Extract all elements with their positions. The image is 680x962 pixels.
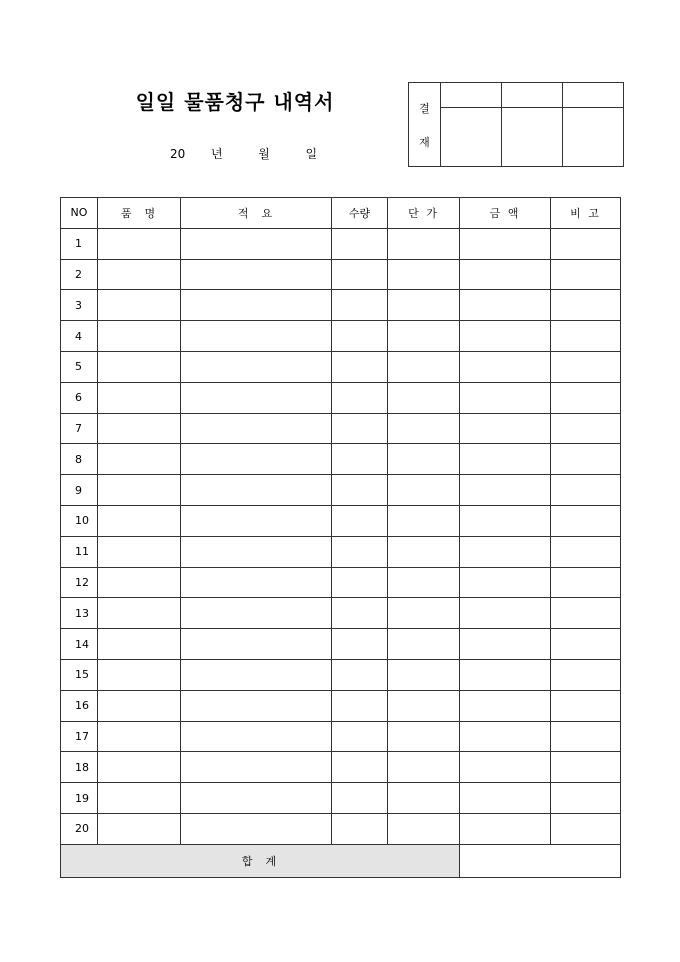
row-number: 2 [61, 259, 98, 290]
total-row [61, 844, 621, 877]
remarks-cell[interactable] [551, 290, 621, 321]
quantity-cell[interactable] [332, 290, 388, 321]
item-name-cell[interactable] [98, 659, 181, 690]
quantity-cell[interactable] [332, 659, 388, 690]
item-name-cell[interactable] [98, 752, 181, 783]
quantity-cell[interactable] [332, 567, 388, 598]
table-row [61, 413, 621, 444]
row-number: 11 [61, 536, 98, 567]
quantity-cell[interactable] [332, 413, 388, 444]
row-number: 1 [61, 228, 98, 259]
approval-title-cell-1[interactable] [441, 83, 502, 108]
amount-cell[interactable] [460, 259, 551, 290]
remarks-cell[interactable] [551, 813, 621, 844]
unit-price-cell[interactable] [388, 351, 460, 382]
row-number: 8 [61, 444, 98, 475]
month-unit: 월 [258, 147, 270, 161]
row-number: 10 [61, 505, 98, 536]
description-cell[interactable] [181, 690, 332, 721]
item-name-cell[interactable] [98, 598, 181, 629]
description-cell[interactable] [181, 475, 332, 506]
row-number: 19 [61, 783, 98, 814]
amount-cell[interactable] [460, 783, 551, 814]
amount-cell[interactable] [460, 721, 551, 752]
remarks-cell[interactable] [551, 598, 621, 629]
quantity-cell[interactable] [332, 813, 388, 844]
amount-cell[interactable] [460, 475, 551, 506]
total-amount-cell[interactable] [460, 844, 621, 877]
amount-cell[interactable] [460, 351, 551, 382]
description-cell[interactable] [181, 813, 332, 844]
unit-price-cell[interactable] [388, 444, 460, 475]
amount-cell[interactable] [460, 321, 551, 352]
quantity-cell[interactable] [332, 536, 388, 567]
table-row [61, 505, 621, 536]
description-cell[interactable] [181, 228, 332, 259]
remarks-cell[interactable] [551, 752, 621, 783]
table-header-row [61, 198, 621, 229]
remarks-cell[interactable] [551, 690, 621, 721]
document-title: 일일 물품청구 내역서 [135, 90, 335, 114]
request-table [60, 197, 621, 878]
quantity-cell[interactable] [332, 721, 388, 752]
remarks-cell[interactable] [551, 721, 621, 752]
approval-title-cell-3[interactable] [563, 83, 624, 108]
quantity-cell[interactable] [332, 321, 388, 352]
remarks-cell[interactable] [551, 228, 621, 259]
amount-cell[interactable] [460, 505, 551, 536]
table-row [61, 351, 621, 382]
unit-price-cell[interactable] [388, 475, 460, 506]
item-name-cell[interactable] [98, 321, 181, 352]
item-name-cell[interactable] [98, 290, 181, 321]
remarks-cell[interactable] [551, 783, 621, 814]
amount-cell[interactable] [460, 659, 551, 690]
table-row [61, 721, 621, 752]
header-no: NO [61, 198, 98, 229]
unit-price-cell[interactable] [388, 813, 460, 844]
description-cell[interactable] [181, 505, 332, 536]
header-item-name: 품 명 [98, 198, 181, 229]
unit-price-cell[interactable] [388, 290, 460, 321]
table-row [61, 598, 621, 629]
description-cell[interactable] [181, 321, 332, 352]
row-number: 17 [61, 721, 98, 752]
remarks-cell[interactable] [551, 659, 621, 690]
table-row [61, 382, 621, 413]
item-name-cell[interactable] [98, 690, 181, 721]
quantity-cell[interactable] [332, 598, 388, 629]
quantity-cell[interactable] [332, 505, 388, 536]
description-cell[interactable] [181, 598, 332, 629]
year-unit: 년 [210, 147, 223, 161]
description-cell[interactable] [181, 290, 332, 321]
unit-price-cell[interactable] [388, 629, 460, 660]
table-row [61, 567, 621, 598]
header-quantity: 수량 [332, 198, 388, 229]
description-cell[interactable] [181, 536, 332, 567]
header-remarks: 비 고 [551, 198, 621, 229]
description-cell[interactable] [181, 629, 332, 660]
table-row [61, 259, 621, 290]
approval-label-top: 결 [419, 101, 430, 115]
item-name-cell[interactable] [98, 382, 181, 413]
quantity-cell[interactable] [332, 351, 388, 382]
table-row [61, 813, 621, 844]
unit-price-cell[interactable] [388, 783, 460, 814]
quantity-cell[interactable] [332, 783, 388, 814]
unit-price-cell[interactable] [388, 752, 460, 783]
day-unit: 일 [305, 147, 318, 161]
table-row [61, 690, 621, 721]
item-name-cell[interactable] [98, 351, 181, 382]
row-number: 9 [61, 475, 98, 506]
quantity-cell[interactable] [332, 228, 388, 259]
item-name-cell[interactable] [98, 228, 181, 259]
table-row [61, 783, 621, 814]
remarks-cell[interactable] [551, 629, 621, 660]
row-number: 7 [61, 413, 98, 444]
quantity-cell[interactable] [332, 629, 388, 660]
remarks-cell[interactable] [551, 382, 621, 413]
remarks-cell[interactable] [551, 413, 621, 444]
remarks-cell[interactable] [551, 505, 621, 536]
approval-sign-cell-2[interactable] [502, 108, 563, 167]
item-name-cell[interactable] [98, 444, 181, 475]
remarks-cell[interactable] [551, 259, 621, 290]
quantity-cell[interactable] [332, 444, 388, 475]
amount-cell[interactable] [460, 228, 551, 259]
header-description: 적 요 [181, 198, 332, 229]
description-cell[interactable] [181, 259, 332, 290]
header-unit-price: 단 가 [388, 198, 460, 229]
remarks-cell[interactable] [551, 351, 621, 382]
total-label: 합 계 [61, 844, 460, 877]
header-amount: 금 액 [460, 198, 551, 229]
approval-sign-cell-1[interactable] [441, 108, 502, 167]
row-number: 3 [61, 290, 98, 321]
description-cell[interactable] [181, 413, 332, 444]
unit-price-cell[interactable] [388, 567, 460, 598]
quantity-cell[interactable] [332, 475, 388, 506]
unit-price-cell[interactable] [388, 228, 460, 259]
description-cell[interactable] [181, 783, 332, 814]
approval-label [409, 83, 441, 167]
row-number: 6 [61, 382, 98, 413]
quantity-cell[interactable] [332, 382, 388, 413]
approval-box [408, 82, 624, 167]
remarks-cell[interactable] [551, 567, 621, 598]
amount-cell[interactable] [460, 752, 551, 783]
table-row [61, 444, 621, 475]
remarks-cell[interactable] [551, 444, 621, 475]
table-row [61, 228, 621, 259]
approval-title-cell-2[interactable] [502, 83, 563, 108]
unit-price-cell[interactable] [388, 382, 460, 413]
table-row [61, 536, 621, 567]
amount-cell[interactable] [460, 536, 551, 567]
unit-price-cell[interactable] [388, 259, 460, 290]
table-row [61, 321, 621, 352]
item-name-cell[interactable] [98, 629, 181, 660]
year-prefix: 20 [170, 147, 186, 161]
unit-price-cell[interactable] [388, 536, 460, 567]
amount-cell[interactable] [460, 813, 551, 844]
unit-price-cell[interactable] [388, 413, 460, 444]
quantity-cell[interactable] [332, 259, 388, 290]
unit-price-cell[interactable] [388, 659, 460, 690]
item-name-cell[interactable] [98, 536, 181, 567]
row-number: 14 [61, 629, 98, 660]
remarks-cell[interactable] [551, 536, 621, 567]
description-cell[interactable] [181, 659, 332, 690]
unit-price-cell[interactable] [388, 321, 460, 352]
item-name-cell[interactable] [98, 783, 181, 814]
amount-cell[interactable] [460, 598, 551, 629]
quantity-cell[interactable] [332, 752, 388, 783]
amount-cell[interactable] [460, 413, 551, 444]
item-name-cell[interactable] [98, 567, 181, 598]
description-cell[interactable] [181, 444, 332, 475]
item-name-cell[interactable] [98, 413, 181, 444]
unit-price-cell[interactable] [388, 598, 460, 629]
description-cell[interactable] [181, 752, 332, 783]
date-line [170, 145, 317, 162]
amount-cell[interactable] [460, 567, 551, 598]
row-number: 12 [61, 567, 98, 598]
row-number: 4 [61, 321, 98, 352]
approval-label-bottom: 재 [419, 135, 430, 149]
approval-sign-cell-3[interactable] [563, 108, 624, 167]
item-name-cell[interactable] [98, 813, 181, 844]
description-cell[interactable] [181, 721, 332, 752]
quantity-cell[interactable] [332, 690, 388, 721]
row-number: 16 [61, 690, 98, 721]
amount-cell[interactable] [460, 444, 551, 475]
row-number: 13 [61, 598, 98, 629]
amount-cell[interactable] [460, 629, 551, 660]
item-name-cell[interactable] [98, 475, 181, 506]
remarks-cell[interactable] [551, 321, 621, 352]
unit-price-cell[interactable] [388, 505, 460, 536]
row-number: 18 [61, 752, 98, 783]
amount-cell[interactable] [460, 382, 551, 413]
table-row [61, 659, 621, 690]
amount-cell[interactable] [460, 690, 551, 721]
description-cell[interactable] [181, 567, 332, 598]
remarks-cell[interactable] [551, 475, 621, 506]
table-row [61, 752, 621, 783]
table-row [61, 290, 621, 321]
row-number: 5 [61, 351, 98, 382]
row-number: 15 [61, 659, 98, 690]
row-number: 20 [61, 813, 98, 844]
item-name-cell[interactable] [98, 259, 181, 290]
unit-price-cell[interactable] [388, 690, 460, 721]
amount-cell[interactable] [460, 290, 551, 321]
table-row [61, 629, 621, 660]
table-row [61, 475, 621, 506]
item-name-cell[interactable] [98, 505, 181, 536]
description-cell[interactable] [181, 382, 332, 413]
unit-price-cell[interactable] [388, 721, 460, 752]
item-name-cell[interactable] [98, 721, 181, 752]
description-cell[interactable] [181, 351, 332, 382]
